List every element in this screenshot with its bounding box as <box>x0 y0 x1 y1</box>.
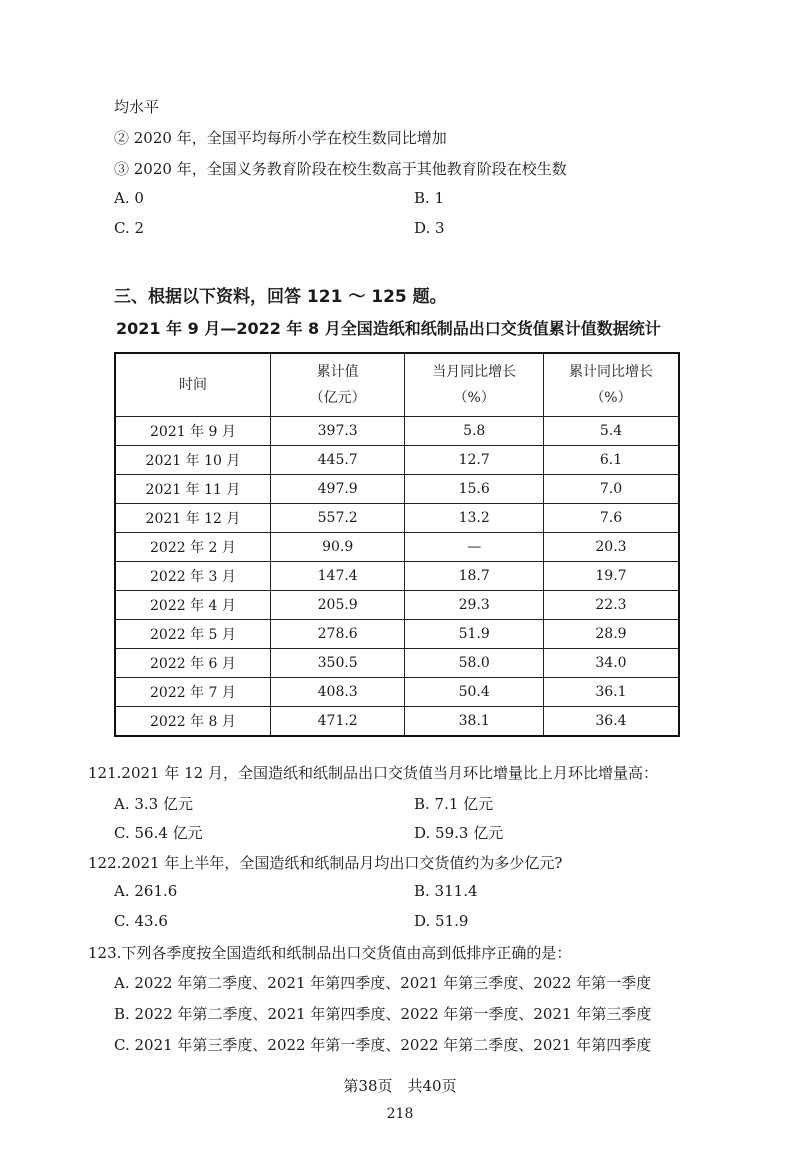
cell-monthly-yoy: 18.7 <box>405 562 544 591</box>
question-123-stem: 123.下列各季度按全国造纸和纸制品出口交货值由高到低排序正确的是： <box>88 944 572 962</box>
cell-monthly-yoy: 15.6 <box>405 475 544 504</box>
cell-monthly-yoy: 13.2 <box>405 504 544 533</box>
prev-question-tail: 均水平 <box>114 98 160 116</box>
table-row <box>115 446 679 475</box>
question-122-stem: 122.2021 年上半年，全国造纸和纸制品月均出口交货值约为多少亿元? <box>88 854 563 872</box>
table-row <box>115 649 679 678</box>
cell-cumulative-yoy: 28.9 <box>543 620 679 649</box>
cell-value: 445.7 <box>270 446 405 475</box>
table-row <box>115 504 679 533</box>
prev-option-b: B. 1 <box>414 189 445 207</box>
q123-option-b: B. 2022 年第二季度、2021 年第四季度、2022 年第一季度、2021 年第三季度 <box>114 1005 652 1023</box>
cell-value: 497.9 <box>270 475 405 504</box>
cell-cumulative-yoy: 36.4 <box>543 707 679 737</box>
header-monthly-yoy: 当月同比增长 （%） <box>405 353 544 417</box>
q121-option-a: A. 3.3 亿元 <box>114 795 193 813</box>
q121-option-d: D. 59.3 亿元 <box>414 824 504 842</box>
cell-value: 278.6 <box>270 620 405 649</box>
prev-statement-2: ② 2020 年，全国平均每所小学在校生数同比增加 <box>114 129 447 147</box>
cell-value: 397.3 <box>270 417 405 446</box>
table-header-row <box>115 353 679 417</box>
cell-value: 147.4 <box>270 562 405 591</box>
header-time: 时间 <box>115 353 270 417</box>
q122-option-c: C. 43.6 <box>114 912 168 930</box>
cell-cumulative-yoy: 22.3 <box>543 591 679 620</box>
cell-time: 2022 年 3 月 <box>115 562 270 591</box>
cell-cumulative-yoy: 7.0 <box>543 475 679 504</box>
table-row <box>115 707 679 737</box>
cell-monthly-yoy: 38.1 <box>405 707 544 737</box>
header-cumulative-value: 累计值 （亿元） <box>270 353 405 417</box>
q122-option-b: B. 311.4 <box>414 882 478 900</box>
cell-value: 471.2 <box>270 707 405 737</box>
table-row <box>115 678 679 707</box>
cell-value: 408.3 <box>270 678 405 707</box>
table-row <box>115 591 679 620</box>
question-121-stem: 121.2021 年 12 月，全国造纸和纸制品出口交货值当月环比增量比上月环比增量高： <box>88 764 658 782</box>
table-row <box>115 475 679 504</box>
cell-monthly-yoy: 12.7 <box>405 446 544 475</box>
cell-cumulative-yoy: 34.0 <box>543 649 679 678</box>
cell-time: 2022 年 8 月 <box>115 707 270 737</box>
cell-time: 2021 年 11 月 <box>115 475 270 504</box>
cell-monthly-yoy: 58.0 <box>405 649 544 678</box>
cell-time: 2021 年 12 月 <box>115 504 270 533</box>
export-value-table <box>114 352 680 737</box>
prev-option-a: A. 0 <box>114 189 144 207</box>
cell-value: 90.9 <box>270 533 405 562</box>
q121-option-c: C. 56.4 亿元 <box>114 824 203 842</box>
cell-time: 2022 年 7 月 <box>115 678 270 707</box>
cell-time: 2021 年 10 月 <box>115 446 270 475</box>
cell-value: 205.9 <box>270 591 405 620</box>
cell-time: 2022 年 4 月 <box>115 591 270 620</box>
page-number: 218 <box>386 1106 414 1122</box>
header-cumulative-yoy: 累计同比增长 （%） <box>543 353 679 417</box>
table-title: 2021 年 9 月—2022 年 8 月全国造纸和纸制品出口交货值累计值数据统计 <box>116 319 661 338</box>
prev-option-d: D. 3 <box>414 219 445 237</box>
cell-value: 557.2 <box>270 504 405 533</box>
cell-monthly-yoy: 51.9 <box>405 620 544 649</box>
table-row <box>115 533 679 562</box>
cell-time: 2022 年 2 月 <box>115 533 270 562</box>
prev-statement-3: ③ 2020 年，全国义务教育阶段在校生数高于其他教育阶段在校生数 <box>114 160 567 178</box>
q122-option-a: A. 261.6 <box>114 882 178 900</box>
cell-monthly-yoy: — <box>405 533 544 562</box>
cell-cumulative-yoy: 5.4 <box>543 417 679 446</box>
cell-cumulative-yoy: 20.3 <box>543 533 679 562</box>
cell-time: 2022 年 5 月 <box>115 620 270 649</box>
section-heading: 三、根据以下资料，回答 121 ～ 125 题。 <box>114 287 447 307</box>
cell-cumulative-yoy: 6.1 <box>543 446 679 475</box>
cell-time: 2021 年 9 月 <box>115 417 270 446</box>
cell-value: 350.5 <box>270 649 405 678</box>
cell-cumulative-yoy: 36.1 <box>543 678 679 707</box>
page-label: 第38页 共40页 <box>343 1077 457 1095</box>
cell-monthly-yoy: 50.4 <box>405 678 544 707</box>
table-row <box>115 620 679 649</box>
cell-cumulative-yoy: 7.6 <box>543 504 679 533</box>
q121-option-b: B. 7.1 亿元 <box>414 795 494 813</box>
table-row <box>115 417 679 446</box>
q122-option-d: D. 51.9 <box>414 912 469 930</box>
cell-monthly-yoy: 5.8 <box>405 417 544 446</box>
q123-option-a: A. 2022 年第二季度、2021 年第四季度、2021 年第三季度、2022 年第一季度 <box>114 974 652 992</box>
q123-option-c: C. 2021 年第三季度、2022 年第一季度、2022 年第二季度、2021 年第四季度 <box>114 1036 652 1054</box>
cell-time: 2022 年 6 月 <box>115 649 270 678</box>
prev-option-c: C. 2 <box>114 219 145 237</box>
cell-cumulative-yoy: 19.7 <box>543 562 679 591</box>
cell-monthly-yoy: 29.3 <box>405 591 544 620</box>
table-row <box>115 562 679 591</box>
